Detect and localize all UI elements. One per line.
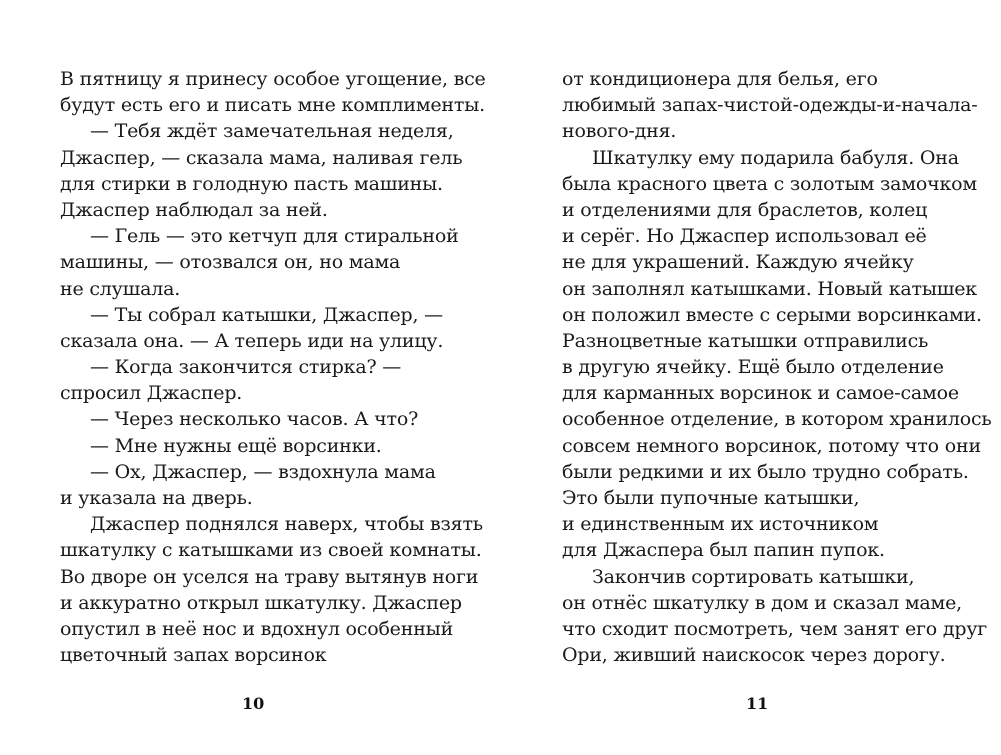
text-line: нового-дня. (562, 120, 677, 143)
text-line: цветочный запах ворсинок (60, 644, 327, 667)
text-line: от кондиционера для белья, его (562, 68, 878, 90)
text-line: — Гель — это кетчуп для стиральной (90, 225, 459, 248)
text-line: и аккуратно открыл шкатулку. Джаспер (60, 591, 462, 614)
text-line: будут есть его и писать мне комплименты. (60, 94, 485, 117)
text-line: — Когда закончится стирка? — (90, 356, 402, 379)
text-line: совсем немного ворсинок, потому что они (562, 434, 981, 457)
text-line: он отнёс шкатулку в дом и сказал маме, (562, 591, 963, 614)
text-line: — Ты собрал катышки, Джаспер, — (90, 303, 443, 326)
text-line: Разноцветные катышки отправились (562, 329, 929, 352)
text-line: любимый запах-чистой-одежды-и-начала- (562, 94, 978, 117)
text-line: не для украшений. Каждую ячейку (562, 251, 914, 274)
text-line: спросил Джаспер. (60, 382, 243, 405)
text-line: он заполнял катышками. Новый катышек (562, 277, 977, 300)
right-page-text (562, 66, 1001, 668)
text-line: что сходит посмотреть, чем занят его друг (562, 617, 988, 640)
text-line: была красного цвета с золотым замочком (562, 172, 977, 195)
text-line: были редкими и их было трудно собрать. (562, 460, 969, 483)
text-line: Ори, живший наискосок через дорогу. (562, 644, 946, 667)
text-line: — Мне нужны ещё ворсинки. (90, 434, 382, 457)
text-line: и единственным их источником (562, 513, 879, 536)
text-line: — Тебя ждёт замечательная неделя, (90, 120, 454, 143)
page-number-left: 10 (242, 694, 265, 713)
page-number-right: 11 (746, 694, 769, 713)
text-line: и отделениями для браслетов, колец (562, 198, 928, 221)
text-line: Джаспер поднялся наверх, чтобы взять (90, 513, 483, 536)
text-line: и указала на дверь. (60, 487, 253, 509)
text-line: не слушала. (60, 277, 181, 300)
text-line: особенное отделение, в котором хранилось (562, 408, 992, 431)
text-line: Закончив сортировать катышки, (592, 565, 915, 588)
text-line: для Джаспера был папин пупок. (562, 539, 885, 562)
text-line: сказала она. — А теперь иди на улицу. (60, 329, 444, 352)
text-line: он положил вместе с серыми ворсинками. (562, 303, 982, 326)
text-line: для карманных ворсинок и самое-самое (562, 382, 959, 405)
text-line: Джаспер, — сказала мама, наливая гель (60, 146, 463, 169)
text-line: шкатулку с катышками из своей комнаты. (60, 539, 482, 562)
text-line: — Ох, Джаспер, — вздохнула мама (90, 460, 436, 483)
text-line: в другую ячейку. Ещё было отделение (562, 356, 944, 379)
text-line: Джаспер наблюдал за ней. (60, 198, 328, 221)
text-line: Во дворе он уселся на траву вытянув ноги (60, 565, 479, 588)
text-line: опустил в неё нос и вдохнул особенный (60, 617, 454, 640)
text-line: Это были пупочные катышки, (562, 487, 860, 509)
text-line: Шкатулку ему подарила бабуля. Она (592, 146, 959, 169)
left-page-text (60, 66, 520, 668)
text-line: — Через несколько часов. А что? (90, 408, 419, 431)
text-line: для стирки в голодную пасть машины. (60, 172, 443, 195)
text-line: машины, — отозвался он, но мама (60, 251, 401, 274)
text-line: и серёг. Но Джаспер использовал её (562, 225, 927, 248)
text-line: В пятницу я принесу особое угощение, все (60, 68, 486, 90)
